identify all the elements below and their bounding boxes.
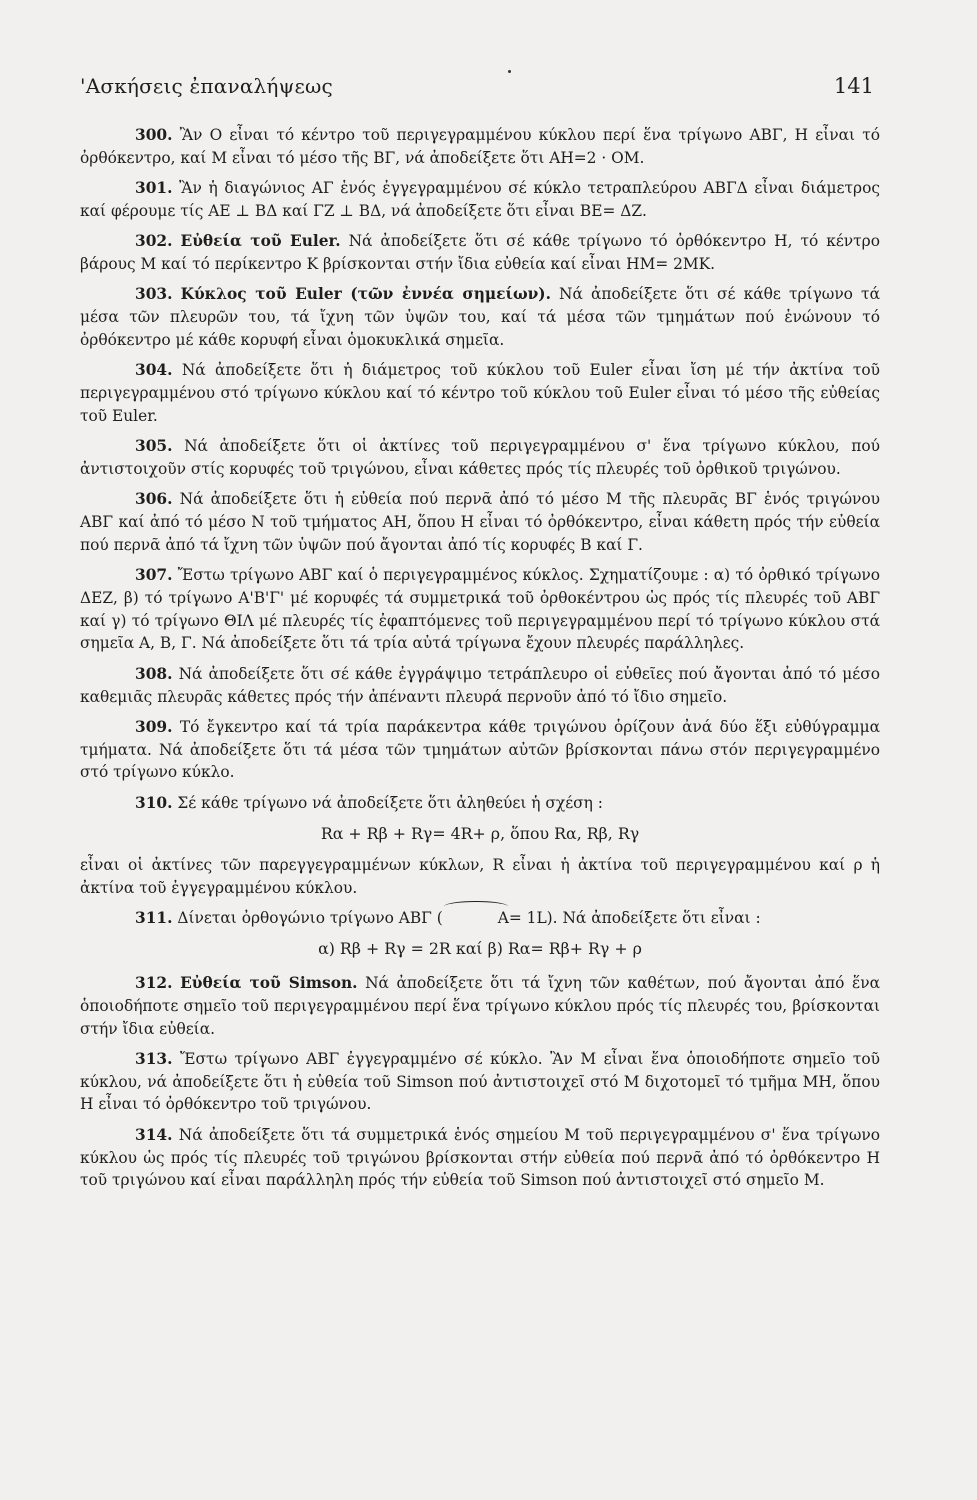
exercise-text-continued: = 1L). Νά ἀποδείξετε ὅτι εἶναι : xyxy=(508,909,761,928)
exercise-number: 314. xyxy=(135,1125,173,1144)
exercise-300 xyxy=(80,124,880,170)
exercise-title: Εὐθεία τοῦ Simson. xyxy=(180,974,358,992)
angle-symbol: A xyxy=(443,907,509,930)
header-title: 'Ασκήσεις ἐπαναλήψεως xyxy=(80,74,333,98)
exercise-310-continuation: εἶναι οἱ ἀκτίνες τῶν παρεγγεγραμμένων κύκλων, R εἶναι ἡ ἀκτίνα τοῦ περιγεγραμμένου καί ρ ἡ ἀκτίνα τοῦ ἐγγεγραμμένου κύκλου. xyxy=(80,856,880,898)
exercise-314 xyxy=(80,1124,880,1192)
exercise-text: Ἂν ἡ διαγώνιος ΑΓ ἑνός ἐγγεγραμμένου σέ κύκλο τετραπλεύρου ΑΒΓΔ εἶναι διάμετρος καί φέρουμε τίς ΑΕ ⊥ ΒΔ καί ΓΖ ⊥ ΒΔ, νά ἀποδείξετε ὅτι εἶναι ΒΕ= ΔΖ. xyxy=(80,179,880,220)
exercise-text: Νά ἀποδείξετε ὅτι οἱ ἀκτίνες τοῦ περιγεγραμμένου σ' ἕνα τρίγωνο κύκλου, πού ἀντιστοιχοῦν στίς κορυφές τοῦ τριγώνου, εἶναι κάθετες πρός τίς πλευρές τοῦ ὀρθικοῦ τριγώνου. xyxy=(80,437,880,478)
exercise-number: 311. xyxy=(135,909,173,928)
exercise-number: 308. xyxy=(135,664,173,683)
exercise-313 xyxy=(80,1048,880,1116)
exercise-310 xyxy=(80,792,880,815)
exercise-text: Νά ἀποδείξετε ὅτι σέ κάθε ἐγγράψιμο τετράπλευρο οἱ εὐθεῖες πού ἄγονται ἀπό τό μέσο καθεμιᾶς πλευρᾶς κάθετες πρός τήν ἀπέναντι πλευρά περνοῦν ἀπό τό ἴδιο σημεῖο. xyxy=(80,664,880,706)
exercise-number: 306. xyxy=(135,490,173,509)
exercise-text: Νά ἀποδείξετε ὅτι ἡ διάμετρος τοῦ κύκλου τοῦ Euler εἶναι ἴση μέ τήν ἀκτίνα τοῦ περιγεγραμμένου στό τρίγωνο κύκλου καί τό κέντρο τοῦ κύκλου τοῦ Euler εἶναι τό μέσο τῆς εὐθείας τοῦ Euler. xyxy=(80,361,880,425)
exercise-text: Δίνεται ὀρθογώνιο τρίγωνο ΑΒΓ ( xyxy=(177,909,443,928)
exercise-310-formula: Rα + Rβ + Rγ= 4R+ ρ, ὅπου Rα, Rβ, Rγ xyxy=(320,823,640,843)
exercise-312 xyxy=(80,972,880,1040)
exercise-text: Νά ἀποδείξετε ὅτι τά συμμετρικά ἑνός σημείου Μ τοῦ περιγεγραμμένου σ' ἕνα τρίγωνο κύκλου ὡς πρός τίς πλευρές τοῦ τριγώνου βρίσκονται στήν εὐθεία πού περνᾶ ἀπό τό ὀρθόκεντρο Η τοῦ τριγώνου καί εἶναι παράλληλη πρός τήν εὐθεία τοῦ Simson πού ἀντιστοιχεῖ στό σημεῖο Μ. xyxy=(80,1125,880,1190)
exercise-305 xyxy=(80,435,880,481)
exercise-text: Τό ἔγκεντρο καί τά τρία παράκεντρα κάθε τριγώνου ὁρίζουν ἀνά δύο ἕξι εὐθύγραμμα τμήματα. Νά ἀποδείξετε ὅτι τά μέσα τῶν τμημάτων αὐτῶν βρίσκονται πάνω στόν περιγεγραμμένο στό τρίγωνο κύκλο. xyxy=(80,717,880,782)
exercise-number: 302. xyxy=(135,232,173,251)
page xyxy=(80,72,880,1190)
exercise-text: Νά ἀποδείξετε ὅτι σέ κάθε τρίγωνο τά μέσα τῶν πλευρῶν του, τά ἴχνη τῶν ὑψῶν του, καί τά μέσα τῶν τμημάτων πού ἑνώνουν τό ὀρθόκεντρο μέ κάθε κορυφή εἶναι ὁμοκυκλικά σημεῖα. xyxy=(80,285,880,349)
exercise-303 xyxy=(80,283,880,351)
exercise-308 xyxy=(80,663,880,709)
exercise-306 xyxy=(80,488,880,556)
exercise-text: Νά ἀποδείξετε ὅτι σέ κάθε τρίγωνο τό ὀρθόκεντρο Η, τό κέντρο βάρους Μ καί τό περίκεντρο Κ βρίσκονται στήν ἴδια εὐθεία καί εἶναι ΗΜ= 2ΜΚ. xyxy=(80,232,880,273)
exercise-number: 305. xyxy=(135,437,173,456)
exercise-title: Κύκλος τοῦ Euler (τῶν ἐννέα σημείων). xyxy=(180,285,551,304)
page-number: 141 xyxy=(833,74,874,98)
exercise-number: 309. xyxy=(135,717,173,736)
exercise-302 xyxy=(80,230,880,276)
exercise-text: Νά ἀποδείξετε ὅτι τά ἴχνη τῶν καθέτων, πού ἄγονται ἀπό ἕνα ὁποιοδήποτε σημεῖο τοῦ περιγεγραμμένου περί ἕνα τρίγωνο κύκλου πρός τίς πλευρές του, βρίσκονται στήν ἴδια εὐθεία. xyxy=(80,974,880,1038)
exercise-number: 301. xyxy=(135,179,173,198)
exercise-text: Νά ἀποδείξετε ὅτι ἡ εὐθεία πού περνᾶ ἀπό τό μέσο Μ τῆς πλευρᾶς ΒΓ ἑνός τριγώνου ΑΒΓ καί ἀπό τό μέσο Ν τοῦ τμήματος ΑΗ, ὅπου Η εἶναι τό ὀρθόκεντρο, εἶναι κάθετη πρός τήν εὐθεία πού περνᾶ ἀπό τά ἴχνη τῶν ὑψῶν πού ἄγονται ἀπό τίς κορυφές Β καί Γ. xyxy=(80,490,880,554)
exercise-307 xyxy=(80,564,880,655)
exercise-311 xyxy=(80,907,880,930)
exercise-number: 312. xyxy=(135,974,173,992)
exercise-number: 307. xyxy=(135,566,173,585)
exercise-309 xyxy=(80,716,880,784)
exercise-311-formula: α) Rβ + Rγ = 2R καί β) Rα= Rβ+ Rγ + ρ xyxy=(318,939,642,959)
exercise-list xyxy=(80,124,880,1200)
running-header xyxy=(80,72,880,112)
exercise-text: Σέ κάθε τρίγωνο νά ἀποδείξετε ὅτι ἀληθεύει ἡ σχέση : xyxy=(177,793,603,812)
exercise-number: 310. xyxy=(135,793,173,812)
exercise-304 xyxy=(80,359,880,427)
exercise-text: Ἔστω τρίγωνο ΑΒΓ ἐγγεγραμμένο σέ κύκλο. Ἂν Μ εἶναι ἕνα ὁποιοδήποτε σημεῖο τοῦ κύκλου, νά ἀποδείξετε ὅτι ἡ εὐθεία τοῦ Simson πού ἀντιστοιχεῖ στό Μ διχοτομεῖ τό τμῆμα ΜΗ, ὅπου Η εἶναι τό ὀρθόκεντρο τοῦ τριγώνου. xyxy=(80,1049,880,1114)
exercise-text: Ἂν Ο εἶναι τό κέντρο τοῦ περιγεγραμμένου κύκλου περί ἕνα τρίγωνο ΑΒΓ, Η εἶναι τό ὀρθόκεντρο, καί Μ εἶναι τό μέσο τῆς ΒΓ, νά ἀποδείξετε ὅτι ΑΗ=2 · ΟΜ. xyxy=(80,126,880,167)
exercise-number: 303. xyxy=(135,285,173,304)
exercise-301 xyxy=(80,177,880,223)
exercise-text: Ἔστω τρίγωνο ΑΒΓ καί ὁ περιγεγραμμένος κύκλος. Σχηματίζουμε : α) τό ὀρθικό τρίγωνο ΔΕΖ, β) τό τρίγωνο Α'Β'Γ' μέ κορυφές τά συμμετρικά τοῦ ὀρθοκέντρου ὡς πρός τίς πλευρές τοῦ ΑΒΓ καί γ) τό τρίγωνο ΘΙΛ μέ πλευρές τίς ἐφαπτόμενες τοῦ περιγεγραμμένου περί τό τρίγωνο κύκλου στά σημεῖα Α, Β, Γ. Νά ἀποδείξετε ὅτι τά τρία αὐτά τρίγωνα ἔχουν πλευρές παράλληλες. xyxy=(80,566,880,653)
exercise-number: 300. xyxy=(135,126,173,144)
exercise-title: Εὐθεία τοῦ Euler. xyxy=(180,232,341,251)
exercise-number: 313. xyxy=(135,1049,173,1068)
exercise-number: 304. xyxy=(135,361,173,380)
